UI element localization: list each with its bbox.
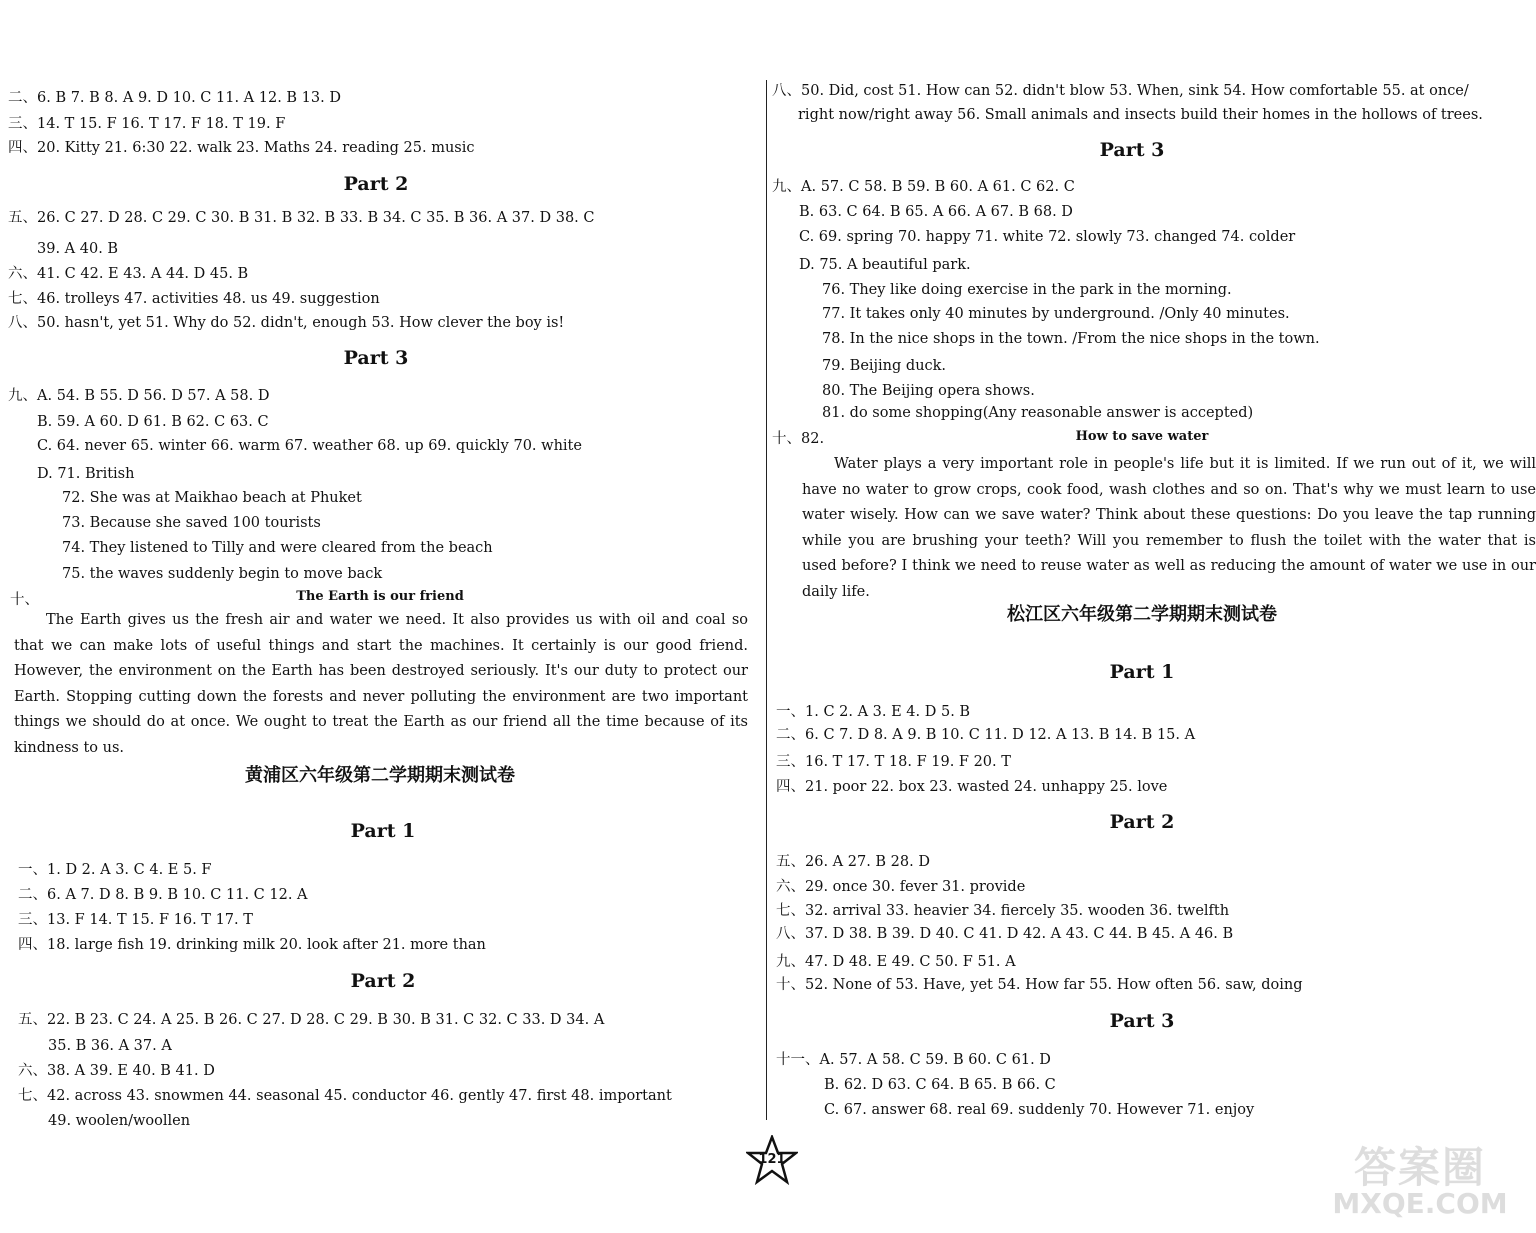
essay-number: 十、82. [772,431,825,447]
answer-line: 七、42. across 43. snowmen 44. seasonal 45. conductor 46. gently 47. first 48. important [18,1088,672,1104]
answer-line: 二、6. B 7. B 8. A 9. D 10. C 11. A 12. B 13. D [8,90,341,106]
answer-line: 73. Because she saved 100 tourists [62,515,321,531]
answer-line: 九、47. D 48. E 49. C 50. F 51. A [776,954,1016,970]
answer-line: 79. Beijing duck. [822,358,947,374]
answer-line: 二、6. A 7. D 8. B 9. B 10. C 11. C 12. A [18,887,308,903]
answer-line: 六、29. once 30. fever 31. provide [776,879,1026,895]
answer-line: 八、50. Did, cost 51. How can 52. didn't blow 53. When, sink 54. How comfortable 55. at once/ [772,83,1469,99]
essay-number: 十、 [10,592,39,608]
answer-line: 六、41. C 42. E 43. A 44. D 45. B [8,266,249,282]
part-heading: Part 2 [1109,811,1175,833]
answer-line: 72. She was at Maikhao beach at Phuket [62,490,362,506]
answer-line: 75. the waves suddenly begin to move back [62,566,383,582]
answer-line: 一、1. D 2. A 3. C 4. E 5. F [18,862,212,878]
answer-line: 一、1. C 2. A 3. E 4. D 5. B [776,704,971,720]
answer-line: 76. They like doing exercise in the park in the morning. [822,282,1232,298]
answer-line: 八、37. D 38. B 39. D 40. C 41. D 42. A 43. C 44. B 45. A 46. B [776,926,1234,942]
answer-line: 74. They listened to Tilly and were cleared from the beach [62,540,493,556]
essay-title: The Earth is our friend [296,589,464,604]
answer-line: 十一、A. 57. A 58. C 59. B 60. C 61. D [776,1052,1051,1068]
answer-line: 四、21. poor 22. box 23. wasted 24. unhappy 25. love [776,779,1168,795]
answer-line: 四、20. Kitty 21. 6:30 22. walk 23. Maths 24. reading 25. music [8,140,475,156]
answer-line: 四、18. large fish 19. drinking milk 20. look after 21. more than [18,937,486,953]
answer-line: 80. The Beijing opera shows. [822,383,1035,399]
part-heading: Part 3 [343,347,409,369]
answer-line: 81. do some shopping(Any reasonable answer is accepted) [822,405,1254,421]
part-heading: Part 1 [350,820,416,842]
part-heading: Part 3 [1099,139,1165,161]
answer-line: 六、38. A 39. E 40. B 41. D [18,1063,215,1079]
part-heading: Part 2 [350,970,416,992]
answer-line: 49. woolen/woollen [48,1113,191,1129]
answer-line: 35. B 36. A 37. A [48,1038,172,1054]
answer-line: 三、13. F 14. T 15. F 16. T 17. T [18,912,253,928]
answer-line: 五、26. A 27. B 28. D [776,854,930,870]
answer-line: 39. A 40. B [37,241,119,257]
essay-text: Water plays a very important role in people's life but it is limited. If we run out of it, we will have no water to grow crops, cook food, wash clothes and so on. That's why we must learn to use water wisely. How can we save water? Think about these questions: Do you leave the tap running while you are brushing your teeth? Will you remember to flush the toilet with the water that is used before? I think we need to reuse water as well as reducing the amount of water we use in our daily life. [802,456,1536,600]
answer-line: 78. In the nice shops in the town. /From the nice shops in the town. [822,331,1320,347]
page-number-badge [746,1135,798,1185]
answer-line: 二、6. C 7. D 8. A 9. B 10. C 11. D 12. A 13. B 14. B 15. A [776,727,1196,743]
answer-line: 三、16. T 17. T 18. F 19. F 20. T [776,754,1011,770]
answer-line: B. 63. C 64. B 65. A 66. A 67. B 68. D [799,204,1073,220]
part-heading: Part 3 [1109,1010,1175,1032]
answer-line: 三、14. T 15. F 16. T 17. F 18. T 19. F [8,116,286,132]
answer-line: D. 75. A beautiful park. [799,257,971,273]
answer-line: 九、A. 54. B 55. D 56. D 57. A 58. D [8,388,270,404]
section-title: 黄浦区六年级第二学期期末测试卷 [245,765,515,786]
watermark-logo [1315,1135,1525,1225]
answer-line: right now/right away 56. Small animals and insects build their homes in the hollows of trees. [798,107,1483,123]
column-divider [766,80,767,1120]
answer-line: 七、46. trolleys 47. activities 48. us 49. suggestion [8,291,380,307]
part-heading: Part 2 [343,173,409,195]
watermark-text: 答案圈 [1353,1143,1486,1192]
section-title: 松江区六年级第二学期期末测试卷 [1007,604,1277,625]
answer-line: D. 71. British [37,466,135,482]
answer-line: 77. It takes only 40 minutes by underground. /Only 40 minutes. [822,306,1290,322]
essay-title: How to save water [1075,429,1209,444]
answer-line: 七、32. arrival 33. heavier 34. fiercely 35. wooden 36. twelfth [776,903,1230,919]
part-heading: Part 1 [1109,661,1175,683]
answer-line: C. 64. never 65. winter 66. warm 67. weather 68. up 69. quickly 70. white [37,438,582,454]
answer-line: B. 62. D 63. C 64. B 65. B 66. C [824,1077,1056,1093]
answer-line: 五、26. C 27. D 28. C 29. C 30. B 31. B 32. B 33. B 34. C 35. B 36. A 37. D 38. C [8,210,595,226]
answer-line: 八、50. hasn't, yet 51. Why do 52. didn't, enough 53. How clever the boy is! [8,315,565,331]
answer-line: 九、A. 57. C 58. B 59. B 60. A 61. C 62. C [772,179,1075,195]
answer-line: 十、52. None of 53. Have, yet 54. How far 55. How often 56. saw, doing [776,977,1303,993]
answer-line: C. 67. answer 68. real 69. suddenly 70. However 71. enjoy [824,1102,1255,1118]
essay-text: The Earth gives us the fresh air and water we need. It also provides us with oil and coal so that we can make lots of useful things and start the machines. It certainly is our good friend. However, the environment on the Earth has been destroyed seriously. It's our duty to protect our Earth. Stopping cutting down the forests and never polluting the environment are two important things we should do at once. We ought to treat the Earth as our friend all the time because of its kindness to us. [14,612,748,756]
answer-line: B. 59. A 60. D 61. B 62. C 63. C [37,414,269,430]
watermark-url: MXQE.COM [1332,1187,1508,1220]
answer-line: C. 69. spring 70. happy 71. white 72. slowly 73. changed 74. colder [799,229,1296,245]
answer-line: 五、22. B 23. C 24. A 25. B 26. C 27. D 28. C 29. B 30. B 31. C 32. C 33. D 34. A [18,1012,605,1028]
page-number: 121 [758,1152,786,1167]
